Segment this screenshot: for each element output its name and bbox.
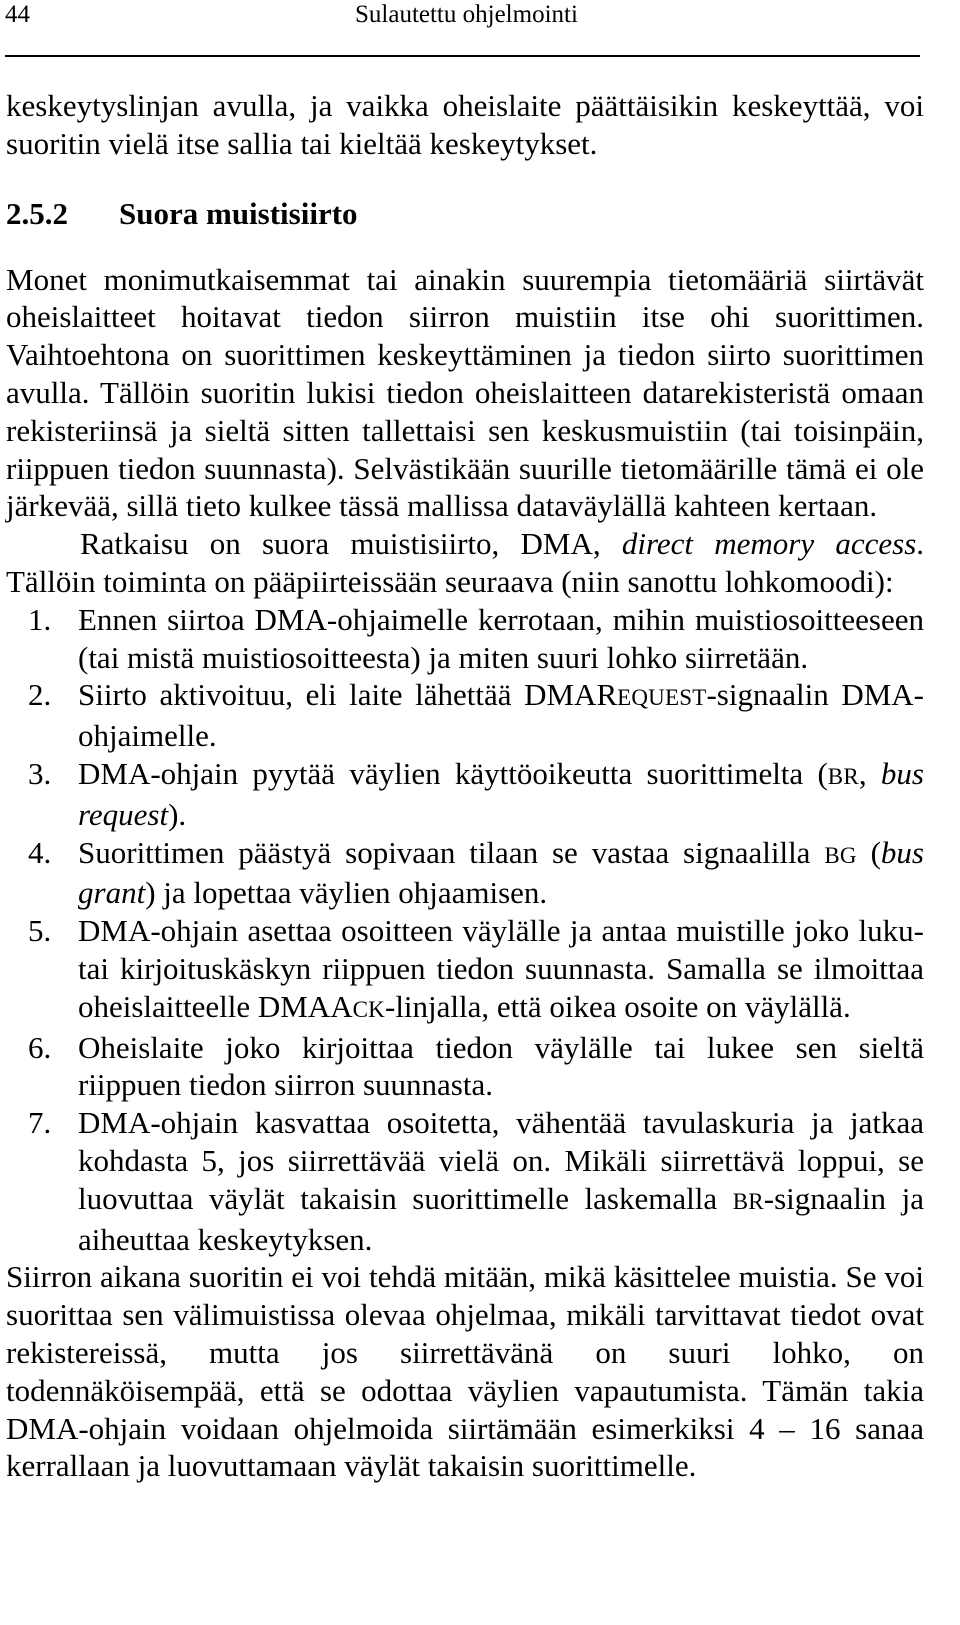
step-text-after: -signaalin ja aiheuttaa keskeytyksen. <box>78 1180 924 1257</box>
paragraph-2-text-before: Ratkaisu on suora muistisiirto, DMA, <box>80 526 622 562</box>
section-number: 2.5.2 <box>6 195 68 231</box>
running-title: Sulautettu ohjelmointi <box>355 1 578 28</box>
body-text <box>6 87 924 1485</box>
step-text-before: DMA-ohjain pyytää väylien käyttöoikeutta suorittimelta ( <box>78 755 828 791</box>
header-rule <box>5 55 920 57</box>
step-number: 7. <box>28 1105 52 1141</box>
list-item <box>6 1104 924 1258</box>
list-item <box>6 1029 924 1105</box>
paragraph-1: Monet monimutkaisemmat tai ainakin suurempia tietomääriä siirtävät oheislaitteet hoitavat tiedon siirron muistiin itse ohi suorittimen. Vaihtoehtona on suorittimen keskeyttäminen ja tiedon siirto suorittimen avulla. Tällöin suoritin lukisi tiedon oheislaitteen datarekisteristä omaan rekisteriinsä ja sieltä sitten tallettaisi sen keskusmuistiin (tai toisinpäin, riippuen tiedon suunnasta). Selvästikään suurille tietomäärille tämä ei ole järkevää, sillä tieto kulkee tässä mallissa dataväylällä kahteen kertaan. <box>6 261 924 524</box>
step-number: 4. <box>28 834 52 870</box>
step-number: 2. <box>28 677 52 713</box>
step-small-caps: BG <box>824 842 857 868</box>
list-item <box>6 601 924 677</box>
list-item <box>6 755 924 834</box>
paragraph-2-italic: direct memory access <box>621 526 917 562</box>
list-item <box>6 676 924 755</box>
step-number: 1. <box>28 601 52 637</box>
step-text-after: -signaalin DMA-ohjaimelle. <box>78 677 924 754</box>
step-text-before: Suorittimen päästyä sopivaan tilaan se vastaa signaalilla <box>78 834 825 870</box>
page-number: 44 <box>5 1 30 28</box>
step-text-middle: , <box>858 755 881 791</box>
page-header <box>5 0 915 30</box>
step-text-after: ) ja lopettaa väylien ohjaamisen. <box>145 875 548 911</box>
paragraph-2-text-after: . Tällöin toiminta on pääpiirteissään seuraava (niin sanottu lohkomoodi): <box>6 526 925 599</box>
steps-list <box>6 601 924 1259</box>
list-item <box>6 912 924 1028</box>
section-title: Suora muistisiirto <box>119 195 358 231</box>
step-text-middle: ( <box>856 834 881 870</box>
step-text: Ennen siirtoa DMA-ohjaimelle kerrotaan, mihin muistiosoitteeseen (tai mistä muistiosoitteesta) ja miten suuri lohko siirretään. <box>78 601 924 675</box>
paragraph-2 <box>6 525 924 601</box>
step-text: Oheislaite joko kirjoittaa tiedon väylälle tai lukee sen sieltä riippuen tiedon siirron suunnasta. <box>78 1029 924 1103</box>
step-number: 6. <box>28 1029 52 1065</box>
step-small-caps: EQUEST <box>617 685 707 711</box>
step-small-caps: CK <box>352 996 385 1022</box>
step-number: 3. <box>28 755 52 791</box>
step-italic: bus request <box>78 755 924 832</box>
step-small-caps: BR <box>732 1188 764 1214</box>
intro-paragraph: keskeytyslinjan avulla, ja vaikka oheislaite päättäisikin keskeyttää, voi suoritin vielä itse sallia tai kieltää keskeytykset. <box>6 88 924 161</box>
step-text-before: DMA-ohjain kasvattaa osoitetta, vähentää tavulaskuria ja jatkaa kohdasta 5, jos siirrettävää vielä on. Mikäli siirrettävä loppui, se luovuttaa väylät takaisin suorittimelle laskemalla <box>78 1105 924 1216</box>
step-text-before: Siirto aktivoituu, eli laite lähettää DMAR <box>78 677 618 713</box>
section-heading <box>6 195 924 233</box>
step-text-after: ). <box>168 796 187 832</box>
list-item <box>6 834 924 913</box>
closing-paragraph: Siirron aikana suoritin ei voi tehdä mitään, mikä käsittelee muistia. Se voi suorittaa sen välimuistissa olevaa ohjelmaa, mikäli tarvittavat tiedot ovat rekistereissä, mutta jos siirrettävänä on suuri lohko, on todennäköisempää, että se odottaa väylien vapautumista. Tämän takia DMA-ohjain voidaan ohjelmoida siirtämään esimerkiksi 4 – 16 sanaa kerrallaan ja luovuttamaan väylät takaisin suorittimelle. <box>6 1259 924 1484</box>
step-text-after: -linjalla, että oikea osoite on väylällä. <box>385 988 851 1024</box>
step-small-caps: BR <box>827 763 859 789</box>
step-text-before: DMA-ohjain asettaa osoitteen väylälle ja antaa muistille joko luku- tai kirjoituskäskyn riippuen tiedon suunnasta. Samalla se ilmoittaa oheislaitteelle DMAA <box>78 913 924 1024</box>
step-italic: bus grant <box>78 834 924 911</box>
step-number: 5. <box>28 913 52 949</box>
